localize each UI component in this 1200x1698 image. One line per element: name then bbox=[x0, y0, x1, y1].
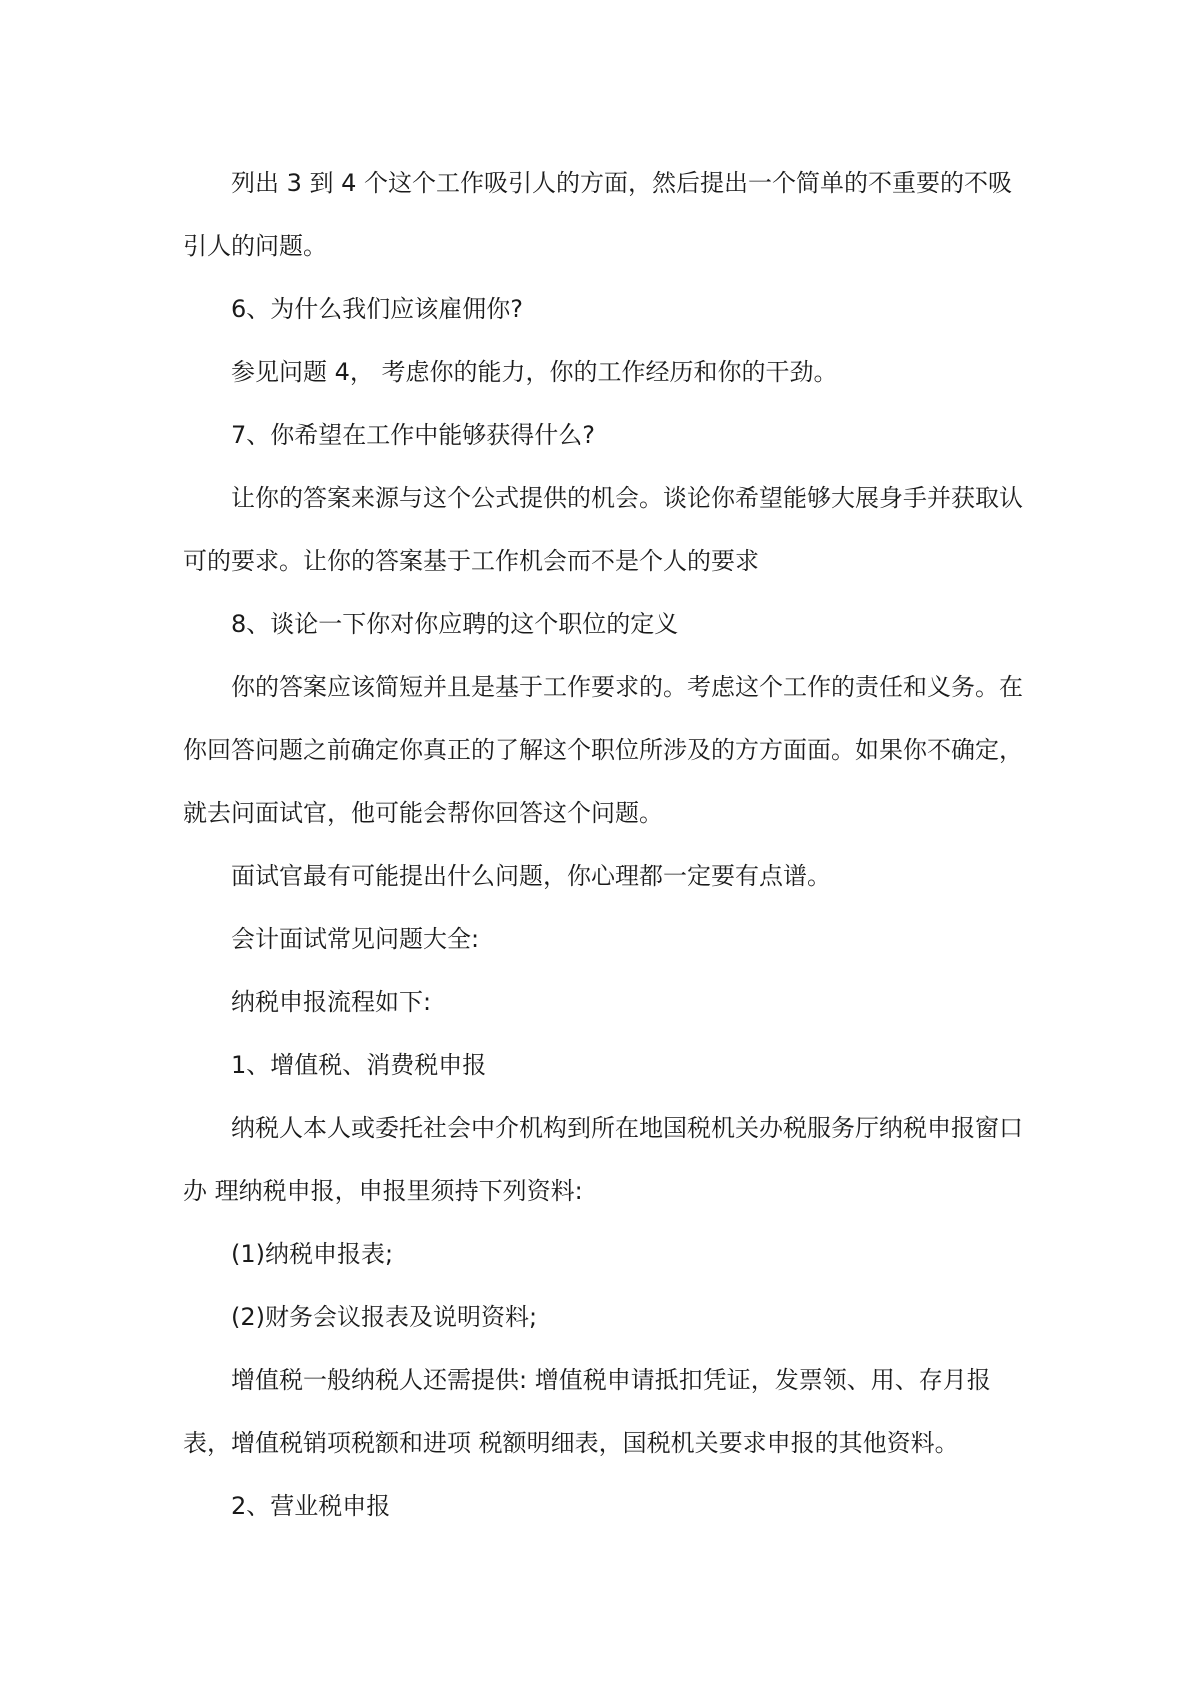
paragraph: 纳税申报流程如下: bbox=[231, 988, 432, 1016]
question-heading: 6、为什么我们应该雇佣你? bbox=[231, 295, 524, 323]
paragraph: 列出 3 到 4 个这个工作吸引人的方面，然后提出一个简单的不重要的不吸引人的问题。 bbox=[183, 169, 1013, 260]
paragraph: 增值税一般纳税人还需提供: 增值税申请抵扣凭证，发票领、用、存月报表，增值税销项税额和进项 税额明细表，国税机关要求申报的其他资料。 bbox=[183, 1366, 991, 1457]
paragraph: 你的答案应该简短并且是基于工作要求的。考虑这个工作的责任和义务。在你回答问题之前确定你真正的了解这个职位所涉及的方方面面。如果你不确定，就去问面试官，他可能会帮你回答这个问题。 bbox=[183, 673, 1023, 827]
paragraph: 面试官最有可能提出什么问题，你心理都一定要有点谱。 bbox=[231, 862, 831, 890]
paragraph: 参见问题 4， 考虑你的能力，你的工作经历和你的干劲。 bbox=[231, 358, 838, 386]
question-heading: 8、谈论一下你对你应聘的这个职位的定义 bbox=[231, 610, 679, 638]
section-heading: 会计面试常见问题大全: bbox=[231, 925, 480, 953]
list-item: (2)财务会议报表及说明资料; bbox=[231, 1303, 538, 1331]
document-body bbox=[183, 152, 1033, 1538]
paragraph: 让你的答案来源与这个公式提供的机会。谈论你希望能够大展身手并获取认可的要求。让你的答案基于工作机会而不是个人的要求 bbox=[183, 484, 1023, 575]
question-heading: 7、你希望在工作中能够获得什么? bbox=[231, 421, 596, 449]
subsection-heading: 1、增值税、消费税申报 bbox=[231, 1051, 487, 1079]
subsection-heading: 2、营业税申报 bbox=[231, 1492, 391, 1520]
list-item: (1)纳税申报表; bbox=[231, 1240, 394, 1268]
paragraph: 纳税人本人或委托社会中介机构到所在地国税机关办税服务厅纳税申报窗口办 理纳税申报，申报里须持下列资料: bbox=[183, 1114, 1023, 1205]
